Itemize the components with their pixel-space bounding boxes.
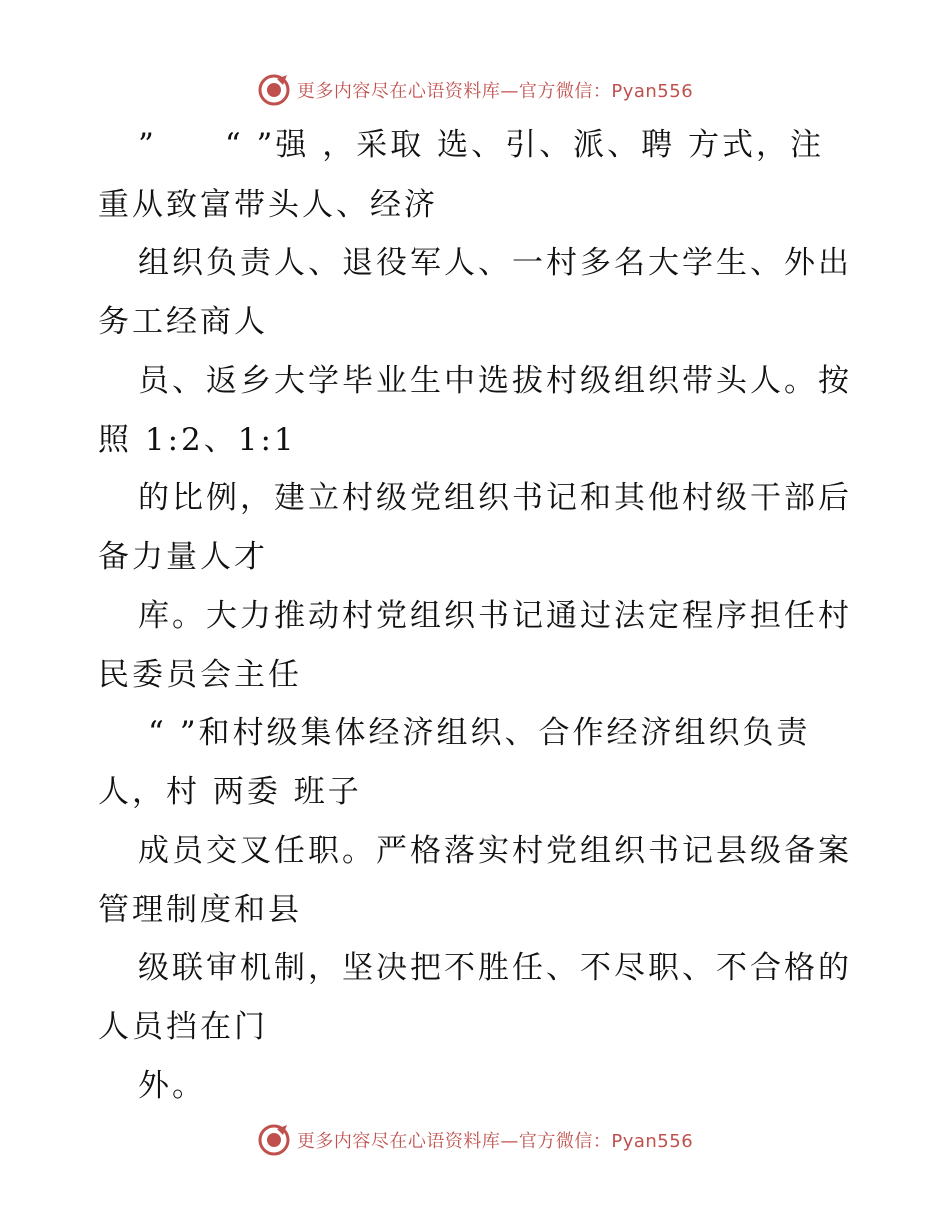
body-line: 库。大力推动村党组织书记通过法定程序担任村: [138, 598, 852, 634]
body-line: 务工经商人: [98, 304, 268, 340]
body-line: 民委员会主任: [98, 657, 302, 693]
body-line: “ ”和村级集体经济组织、合作经济组织负责: [148, 715, 811, 751]
body-line: 人员挡在门: [98, 1009, 268, 1045]
body-line: 管理制度和县: [98, 892, 302, 928]
body-line: 级联审机制，坚决把不胜任、不尽职、不合格的: [138, 950, 852, 986]
body-line: 照 1:2、1:1: [98, 422, 297, 458]
body-line: 员、返乡大学毕业生中选拔村级组织带头人。按: [138, 363, 852, 399]
footer-banner-text: 更多内容尽在心语资料库—官方微信：Pyan556: [296, 1131, 694, 1152]
body-line: 重从致富带头人、经济: [98, 187, 438, 223]
body-line: 外。: [138, 1068, 206, 1104]
logo-icon: [257, 1123, 291, 1157]
body-line: 备力量人才: [98, 539, 268, 575]
body-line: 成员交叉任职。严格落实村党组织书记县级备案: [138, 833, 852, 869]
body-line: 的比例，建立村级党组织书记和其他村级干部后: [138, 480, 852, 516]
footer-banner: [0, 1120, 950, 1160]
header-banner: [0, 70, 950, 110]
body-line: 组织负责人、退役军人、一村多名大学生、外出: [138, 245, 852, 281]
logo-icon: [257, 73, 291, 107]
header-banner-text: 更多内容尽在心语资料库—官方微信：Pyan556: [296, 81, 694, 102]
body-line: ” “ ”强 ，采取 选、引、派、聘 方式，注: [138, 127, 824, 163]
body-line: 人，村 两委 班子: [98, 774, 362, 810]
